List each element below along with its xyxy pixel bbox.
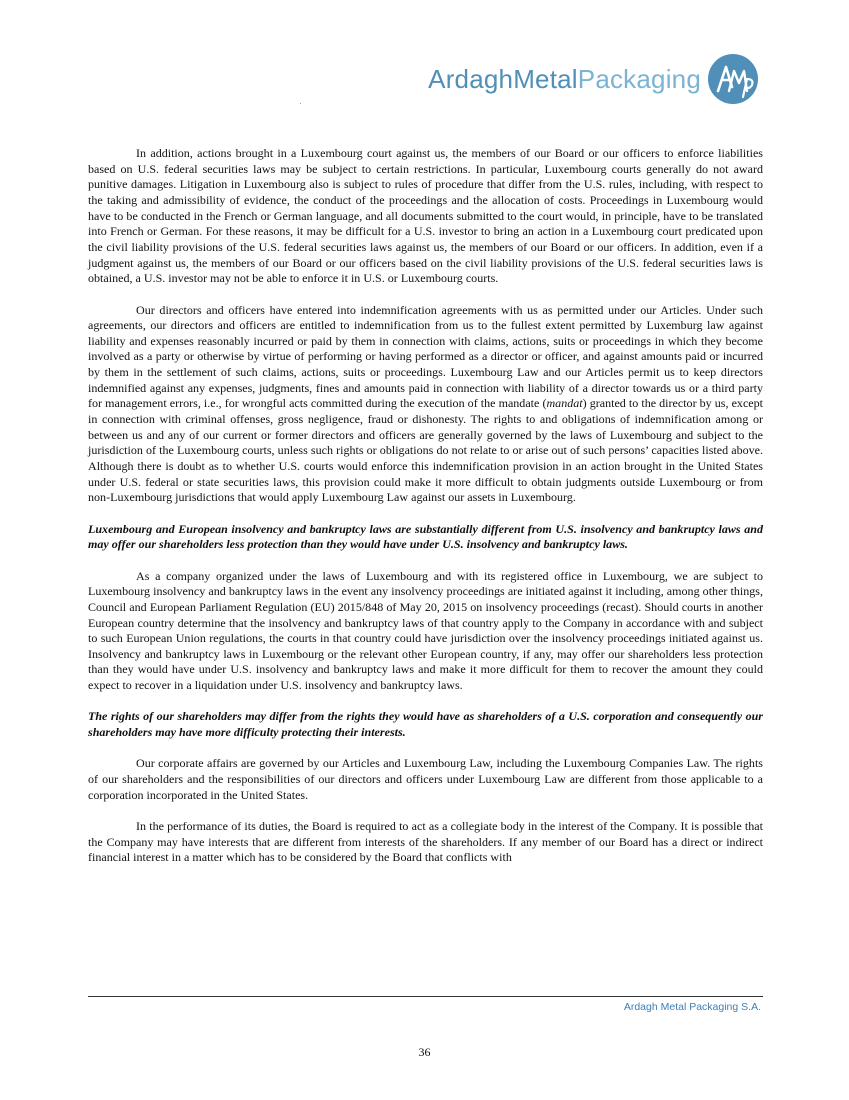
heading-insolvency: Luxembourg and European insolvency and bankruptcy laws are substantially different from U.S. insolvency and bankruptcy laws and may offer our shareholders less protection than they would have under U.S. insolvency and bankruptcy laws. xyxy=(88,521,763,552)
document-body xyxy=(88,146,763,881)
paragraph-enforcement: In addition, actions brought in a Luxembourg court against us, the members of our Board or our officers to enforce liabilities based on U.S. federal securities laws may be subject to certain restrictions. In particular, Luxembourg courts generally do not award punitive damages. Litigation in Luxembourg also is subject to rules of procedure that differ from the U.S. rules, including, with respect to the taking and admissibility of evidence, the conduct of the proceedings and the allocation of costs. Proceedings in Luxembourg would have to be conducted in the French or German language, and all documents submitted to the court would, in principle, have to be translated into French or German. For these reasons, it may be difficult for a U.S. investor to bring an action in a Luxembourg court predicated upon the civil liability provisions of the U.S. federal securities laws against us, the members of our Board or our officers. In addition, even if a judgment against us, the members of our Board or our officers based on the civil liability provisions of the U.S. federal securities laws is obtained, a U.S. investor may not be able to enforce it in U.S. or Luxembourg courts. xyxy=(88,146,763,286)
footer-company-name: Ardagh Metal Packaging S.A. xyxy=(623,1001,761,1013)
page-number: 36 xyxy=(418,1045,431,1059)
paragraph-board-duties: In the performance of its duties, the Board is required to act as a collegiate body in the interest of the Company. It is possible that the Company may have interests that are different from interests of the shareholders. If any member of our Board has a direct or indirect financial interest in a matter which has to be considered by the Board that conflicts with xyxy=(88,818,763,865)
heading-shareholder-rights: The rights of our shareholders may differ from the rights they would have as shareholders of a U.S. corporation and consequently our shareholders may have more difficulty protecting their interests. xyxy=(88,709,763,740)
amp-monogram-icon xyxy=(707,53,759,105)
paragraph-corporate-affairs: Our corporate affairs are governed by our Articles and Luxembourg Law, including the Luxembourg Companies Law. The rights of our shareholders and the responsibilities of our directors and officers under Luxembourg Law are different from those applicable to a corporation incorporated in the United States. xyxy=(88,756,763,802)
logo-wordmark: ArdaghMetalPackaging xyxy=(428,64,701,94)
stray-mark xyxy=(300,103,301,104)
company-logo xyxy=(428,52,759,106)
paragraph-insolvency: As a company organized under the laws of Luxembourg and with its registered office in Luxembourg, we are subject to Luxembourg insolvency and bankruptcy laws in the event any insolvency proceedings are initiated against it including, among other things, Council and European Parliament Regulation (EU) 2015/848 of May 20, 2015 on insolvency proceedings (recast). Should courts in another European country determine that the insolvency and bankruptcy laws of that country apply to the Company in accordance with and subject to such European Union regulations, the courts in that country could have jurisdiction over the insolvency proceedings initiated against us. Insolvency and bankruptcy laws in Luxembourg or the relevant other European country, if any, may offer our shareholders less protection than they would have under U.S. insolvency and bankruptcy laws and make it more difficult for them to recover the amount they could expect to recover in a liquidation under U.S. insolvency and bankruptcy laws. xyxy=(88,568,763,693)
footer-divider xyxy=(88,996,763,997)
paragraph-indemnification: Our directors and officers have entered into indemnification agreements with us as permitted under our Articles. Under such agreements, our directors and officers are entitled to indemnification from us to the fullest extent permitted by Luxemburg law against liability and expenses reasonably incurred or paid by them in connection with claims, actions, suits or proceedings in which they become involved as a party or otherwise by virtue of performing or having performed as a director or officer, and against amounts paid or incurred by them in the settlement of such claims, actions, suits or proceedings. Luxembourg Law and our Articles permit us to keep directors indemnified against any expenses, judgments, fines and amounts paid in connection with liability of a director towards us or a third party for management errors, i.e., for wrongful acts committed during the execution of the mandate (mandat) granted to the director by us, except in connection with criminal offenses, gross negligence, fraud or dishonesty. The rights to and obligations of indemnification among or between us and any of our current or former directors and officers are generally governed by the laws of Luxembourg and subject to the jurisdiction of the Luxembourg courts, unless such rights or obligations do not relate to or arise out of such persons’ capacities listed above. Although there is doubt as to whether U.S. courts would enforce this indemnification provision in an action brought in the United States under U.S. federal or state securities laws, this provision could make it more difficult to obtain judgments outside Luxembourg or from non-Luxembourg jurisdictions that would apply Luxembourg Law against our assets in Luxembourg. xyxy=(88,302,764,505)
